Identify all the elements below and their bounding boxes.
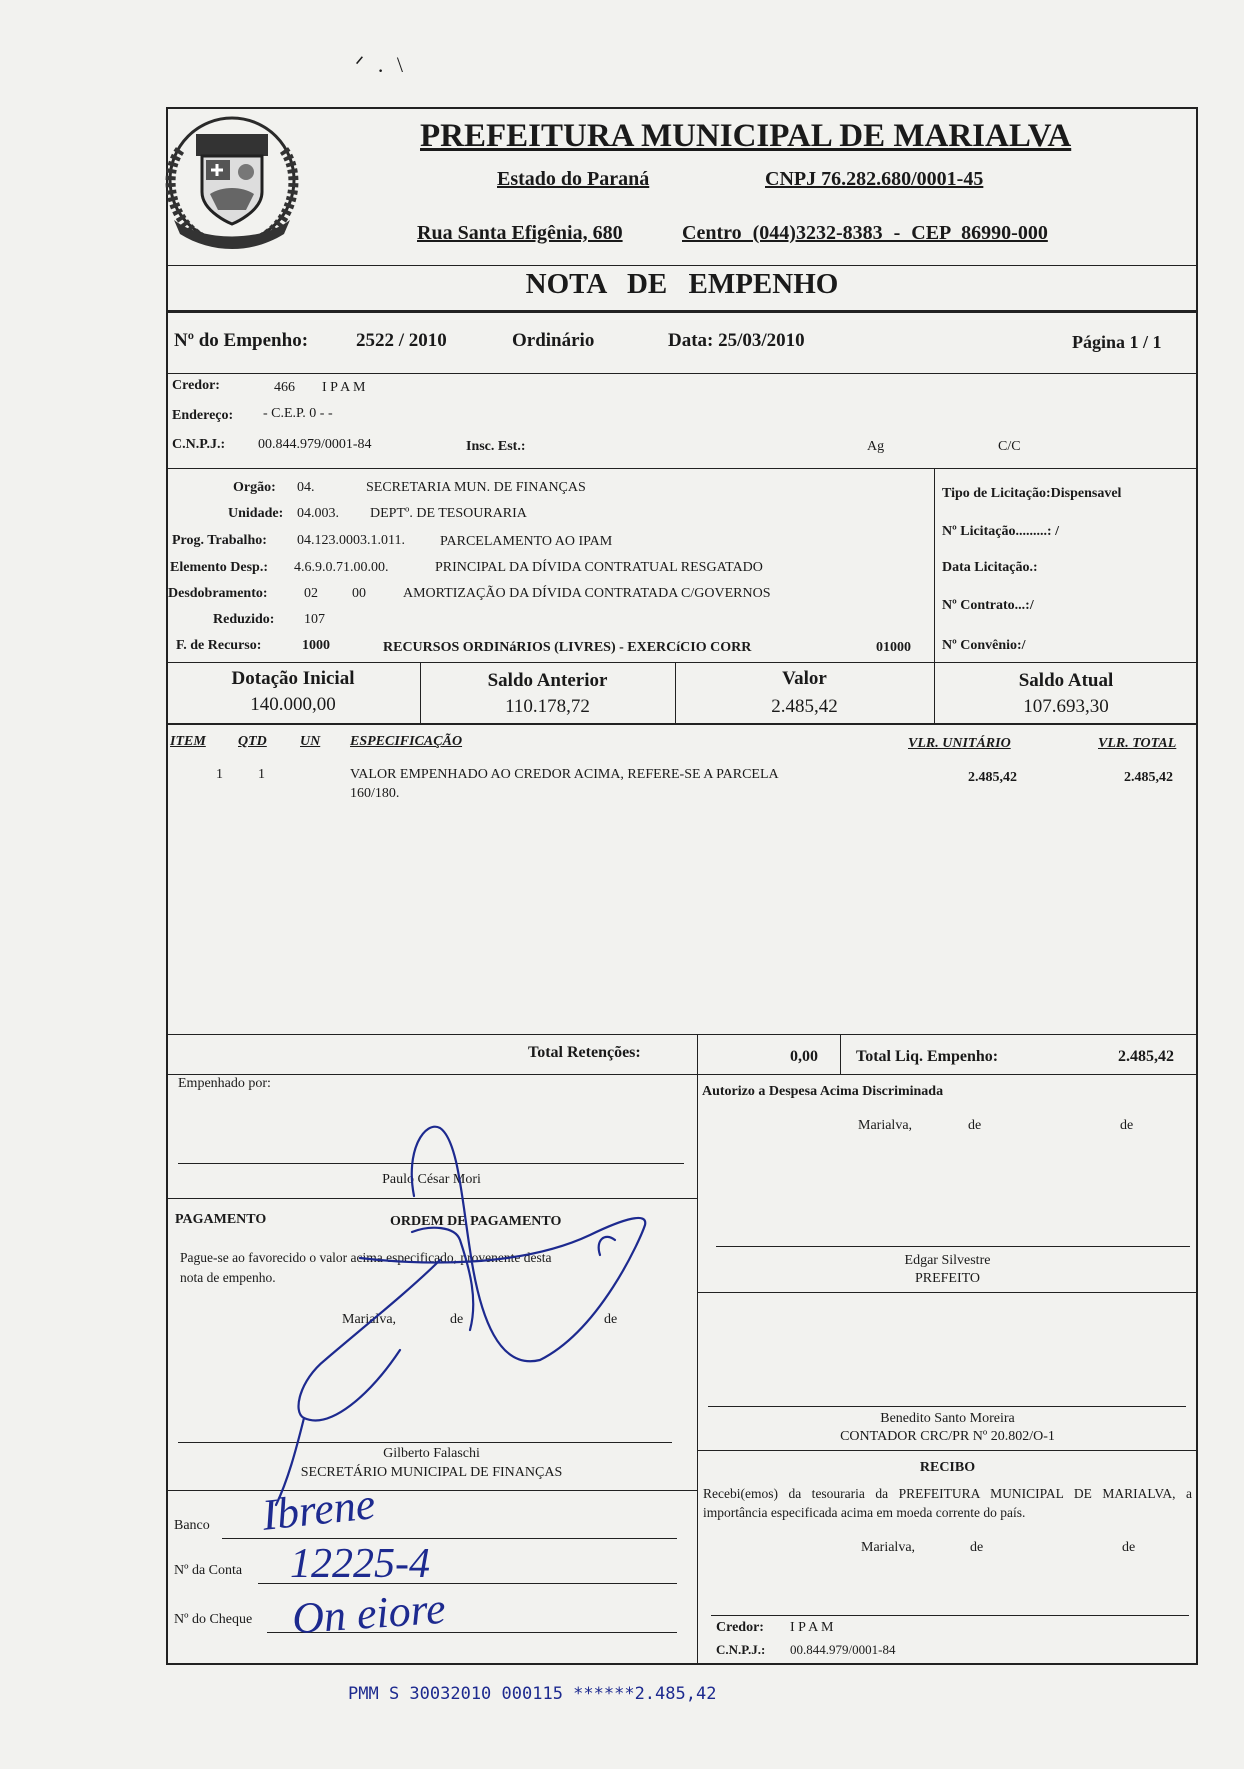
licitacao-tipo: Tipo de Licitação:Dispensavel [942, 486, 1122, 501]
recibo-cnpj-value: 00.844.979/0001-84 [790, 1642, 896, 1657]
unidade-code: 04.003. [297, 506, 339, 521]
header-cnpj: CNPJ 76.282.680/0001-45 [765, 168, 984, 190]
col-especificacao: ESPECIFICAÇÃO [350, 734, 463, 749]
header-state: Estado do Paraná [497, 168, 650, 190]
item-total-value: 2.485,42 [1124, 770, 1173, 785]
elemento-code: 4.6.9.0.71.00.00. [294, 560, 389, 575]
orgao-desc: SECRETARIA MUN. DE FINANÇAS [366, 480, 586, 495]
col-qtd: QTD [238, 734, 267, 749]
autorizo-de1: de [968, 1118, 982, 1133]
saldo-anterior-label: Saldo Anterior [487, 670, 608, 691]
empenhado-por-label: Empenhado por: [178, 1076, 271, 1091]
desdobramento-desc: AMORTIZAÇÃO DA DÍVIDA CONTRATADA C/GOVERNOS [403, 586, 771, 601]
recurso-fund-code: 01000 [876, 640, 911, 655]
recibo-de1: de [970, 1540, 984, 1555]
pagamento-title: PAGAMENTO [175, 1212, 267, 1227]
contrato-numero: Nº Contrato...:/ [942, 598, 1034, 613]
recurso-label: F. de Recurso: [176, 638, 262, 653]
footer-stamp: PMM S 30032010 000115 ******2.485,42 [348, 1684, 717, 1704]
reduzido-label: Reduzido: [213, 612, 275, 627]
cc-label: C/C [998, 439, 1021, 454]
banco-handwritten: Ibrene [259, 1479, 378, 1540]
conta-handwritten: 12225-4 [290, 1541, 430, 1587]
contador-name: Benedito Santo Moreira [880, 1411, 1015, 1426]
credor-code: 466 [274, 380, 295, 395]
empenho-page: Página 1 / 1 [1072, 332, 1162, 352]
signer-secretario-title: SECRETÁRIO MUNICIPAL DE FINANÇAS [300, 1465, 563, 1480]
licitacao-numero: Nº Licitação.........: / [942, 524, 1059, 539]
orgao-label: Orgão: [233, 480, 276, 495]
top-marks: ᐟ . \ [355, 52, 407, 77]
reduzido-value: 107 [304, 612, 325, 627]
address-value: - C.E.P. 0 - - [263, 406, 333, 421]
cheque-handwritten: On eiore [290, 1583, 448, 1644]
conta-label: Nº da Conta [174, 1563, 243, 1578]
saldo-atual-label: Saldo Atual [1018, 670, 1114, 691]
desdobramento-b: 00 [352, 586, 366, 601]
ag-label: Ag [867, 439, 885, 454]
signer-secretario-name: Gilberto Falaschi [383, 1446, 480, 1461]
dotacao-inicial-label: Dotação Inicial [231, 668, 355, 689]
saldo-atual-value: 107.693,30 [1023, 696, 1109, 717]
header-contact: Centro (044)3232-8383 - CEP 86990-000 [682, 222, 1048, 244]
insc-est-label: Insc. Est.: [466, 439, 526, 454]
header-title: PREFEITURA MUNICIPAL DE MARIALVA [420, 118, 1072, 154]
dotacao-inicial-value: 140.000,00 [250, 694, 336, 715]
saldo-anterior-value: 110.178,72 [505, 696, 590, 717]
recibo-text: Recebi(emos) da tesouraria da PREFEITURA MUNICIPAL DE MARIALVA, a importância especificada acima em moeda corrente do país. [703, 1486, 1192, 1520]
item-spec-line2: 160/180. [350, 786, 400, 801]
total-liq-value: 2.485,42 [1118, 1048, 1174, 1065]
elemento-desc: PRINCIPAL DA DÍVIDA CONTRATUAL RESGATADO [435, 560, 763, 575]
recurso-code: 1000 [302, 638, 330, 653]
banco-label: Banco [174, 1518, 210, 1533]
cnpj-value: 00.844.979/0001-84 [258, 437, 372, 452]
convenio-numero: Nº Convênio:/ [942, 638, 1026, 653]
valor-label: Valor [782, 668, 827, 689]
col-un: UN [300, 734, 321, 749]
valor-value: 2.485,42 [771, 696, 838, 717]
empenho-number-label: Nº do Empenho: [174, 330, 309, 351]
prefeito-title: PREFEITO [914, 1271, 981, 1286]
orgao-code: 04. [297, 480, 315, 495]
item-qtd: 1 [258, 767, 265, 782]
credor-label: Credor: [172, 378, 220, 393]
prog-label: Prog. Trabalho: [172, 533, 267, 548]
header-street: Rua Santa Efigênia, 680 [417, 222, 623, 244]
item-number: 1 [216, 767, 223, 782]
col-vlr-total: VLR. TOTAL [1098, 736, 1177, 751]
empenho-type: Ordinário [512, 330, 595, 351]
col-item: ITEM [170, 734, 206, 749]
autorizo-text: Autorizo a Despesa Acima Discriminada [702, 1084, 944, 1099]
total-liq-label: Total Liq. Empenho: [856, 1048, 999, 1065]
elemento-label: Elemento Desp.: [170, 560, 268, 575]
item-unit-value: 2.485,42 [968, 770, 1017, 785]
licitacao-data: Data Licitação.: [942, 560, 1038, 575]
desdobramento-label: Desdobramento: [168, 586, 268, 601]
document-title: NOTA DE EMPENHO [525, 268, 839, 300]
cnpj-label: C.N.P.J.: [172, 437, 226, 452]
empenho-date: Data: 25/03/2010 [668, 330, 805, 351]
unidade-label: Unidade: [228, 506, 284, 521]
pague-text-line2: nota de empenho. [180, 1270, 276, 1285]
pague-text-line1: Pague-se ao favorecido o valor acima especificado, provenente desta [180, 1250, 552, 1265]
prefeito-name: Edgar Silvestre [904, 1253, 991, 1268]
pagamento-de2: de [604, 1312, 618, 1327]
ordem-pagamento-title: ORDEM DE PAGAMENTO [390, 1214, 562, 1229]
recibo-de2: de [1122, 1540, 1136, 1555]
pagamento-place: Marialva, [342, 1312, 397, 1327]
recibo-place: Marialva, [861, 1540, 916, 1555]
recurso-desc: RECURSOS ORDINáRIOS (LIVRES) - EXERCíCIO CORR [383, 640, 752, 655]
recibo-credor-value: I P A M [790, 1620, 834, 1635]
desdobramento-a: 02 [304, 586, 318, 601]
credor-name: I P A M [322, 380, 366, 395]
col-vlr-unitario: VLR. UNITÁRIO [908, 736, 1011, 751]
unidade-desc: DEPTº. DE TESOURARIA [370, 506, 527, 521]
autorizo-de2: de [1120, 1118, 1134, 1133]
prog-desc: PARCELAMENTO AO IPAM [440, 534, 613, 549]
address-label: Endereço: [172, 408, 234, 423]
item-spec-line1: VALOR EMPENHADO AO CREDOR ACIMA, REFERE-SE A PARCELA [350, 767, 779, 782]
recibo-cnpj-label: C.N.P.J.: [716, 1642, 766, 1657]
total-retencoes-value: 0,00 [790, 1048, 818, 1065]
total-retencoes-label: Total Retenções: [528, 1044, 641, 1061]
cheque-label: Nº do Cheque [174, 1612, 253, 1627]
prog-code: 04.123.0003.1.011. [297, 533, 405, 548]
pagamento-de1: de [450, 1312, 464, 1327]
contador-title: CONTADOR CRC/PR Nº 20.802/O-1 [840, 1429, 1055, 1444]
signer-empenhado: Paulo César Mori [382, 1172, 481, 1187]
recibo-credor-label: Credor: [716, 1620, 764, 1635]
autorizo-place: Marialva, [858, 1118, 913, 1133]
recibo-title: RECIBO [919, 1460, 976, 1475]
empenho-number: 2522 / 2010 [356, 330, 447, 351]
